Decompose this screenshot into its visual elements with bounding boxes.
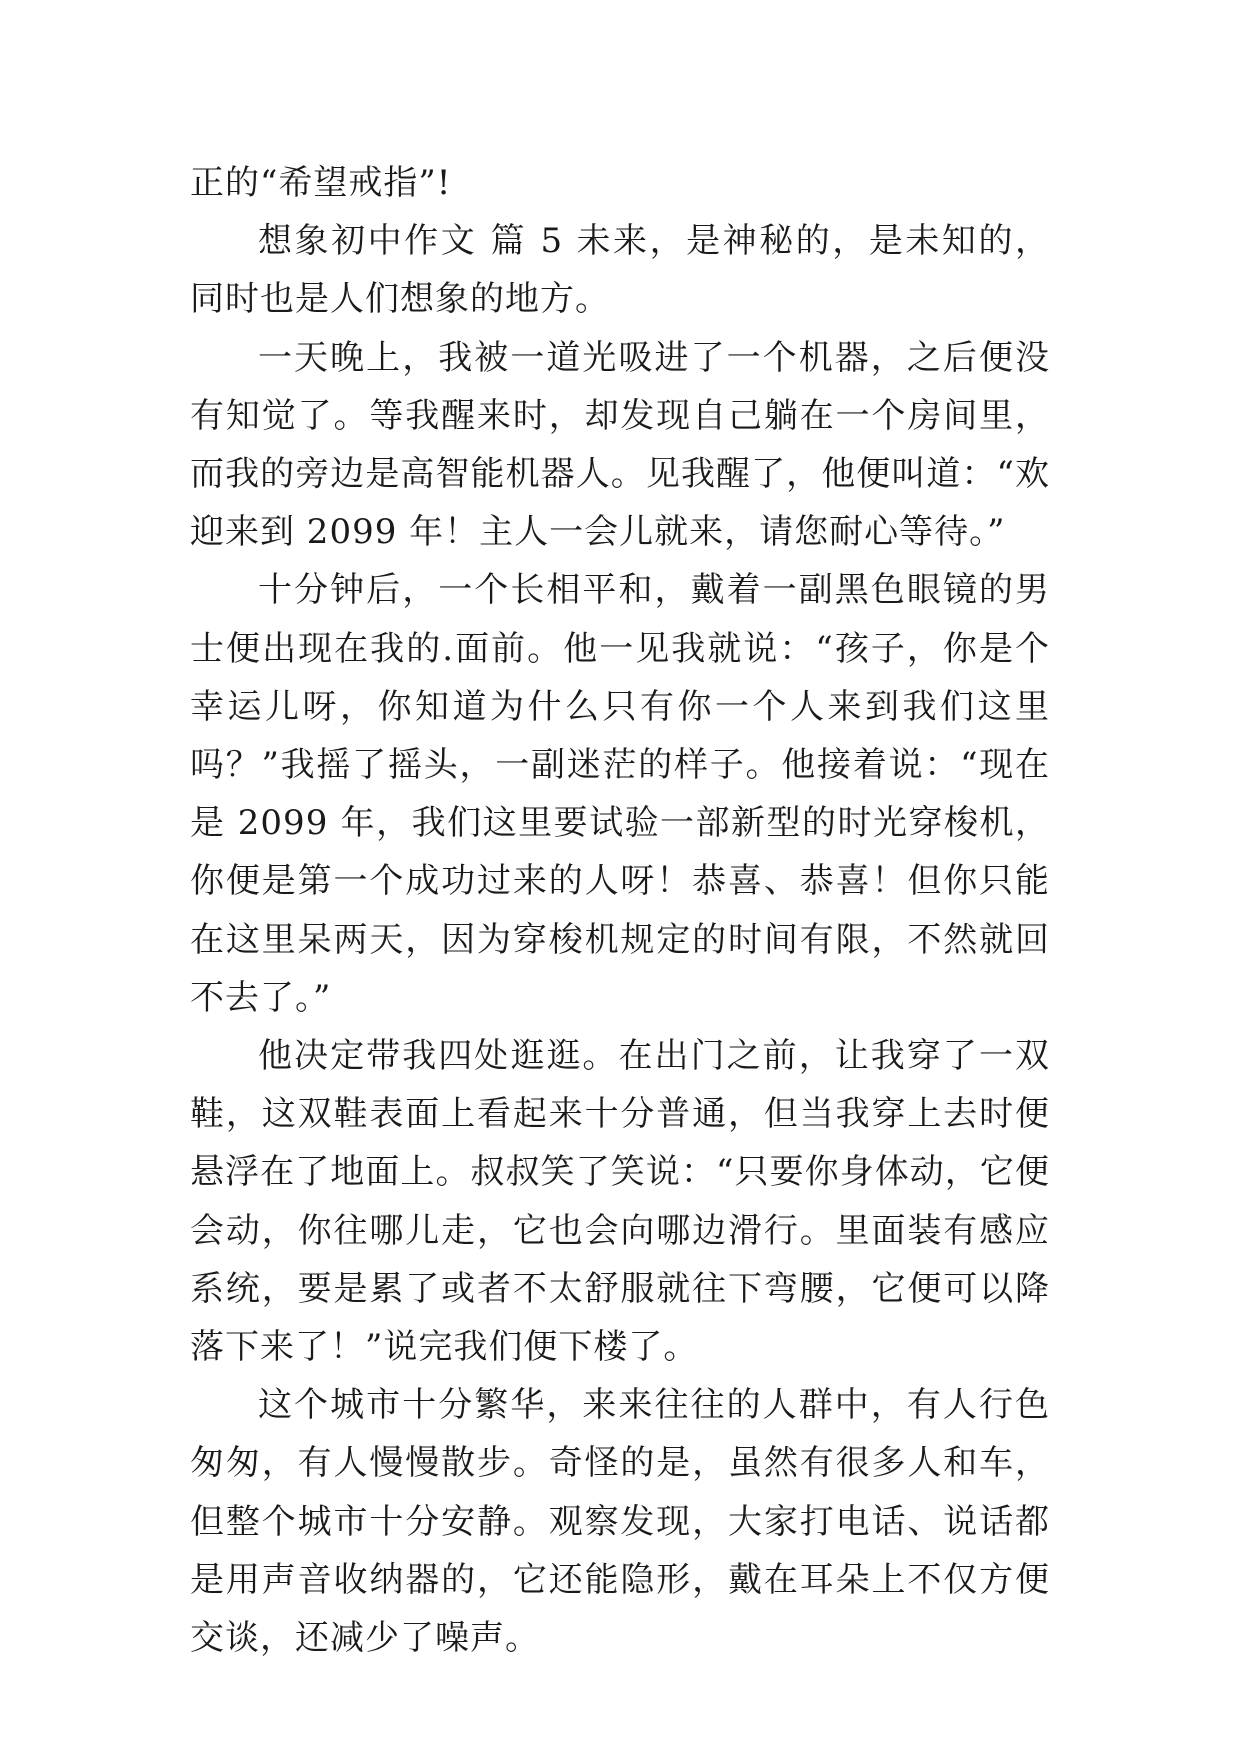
paragraph-continuation: 正的“希望戒指”! (190, 163, 452, 203)
paragraph-awakening: 一天晚上，我被一道光吸进了一个机器，之后便没有知觉了。等我醒来时，却发现自己躺在一个房间里，而我的旁边是高智能机器人。见我醒了，他便叫道：“欢迎来到 2099 年！主人一会儿就来，请您耐心等待。” (190, 337, 1050, 553)
paragraph-time-machine: 十分钟后，一个长相平和，戴着一副黑色眼镜的男士便出现在我的.面前。他一见我就说：“孩子，你是个幸运儿呀，你知道为什么只有你一个人来到我们这里吗？”我摇了摇头，一副迷茫的样子。他接着说：“现在是 2099 年，我们这里要试验一部新型的时光穿梭机，你便是第一个成功过来的人呀！恭喜、恭喜！但你只能在这里呆两天，因为穿梭机规定的时间有限，不然就回不去了。” (190, 570, 1050, 1018)
paragraph-hover-shoes: 他决定带我四处逛逛。在出门之前，让我穿了一双鞋，这双鞋表面上看起来十分普通，但当我穿上去时便悬浮在了地面上。叔叔笑了笑说：“只要你身体动，它便会动，你往哪儿走，它也会向哪边滑行。里面装有感应系统，要是累了或者不太舒服就往下弯腰，它便可以降落下来了！”说完我们便下楼了。 (190, 1036, 1050, 1368)
paragraph-city: 这个城市十分繁华，来来往往的人群中，有人行色匆匆，有人慢慢散步。奇怪的是，虽然有很多人和车，但整个城市十分安静。观察发现，大家打电话、说话都是用声音收纳器的，它还能隐形，戴在耳朵上不仅方便交谈，还减少了噪声。 (190, 1385, 1050, 1659)
paragraph-essay-heading: 想象初中作文 篇 5 未来，是神秘的，是未知的，同时也是人们想象的地方。 (190, 221, 1050, 320)
document-body (190, 154, 1050, 1667)
